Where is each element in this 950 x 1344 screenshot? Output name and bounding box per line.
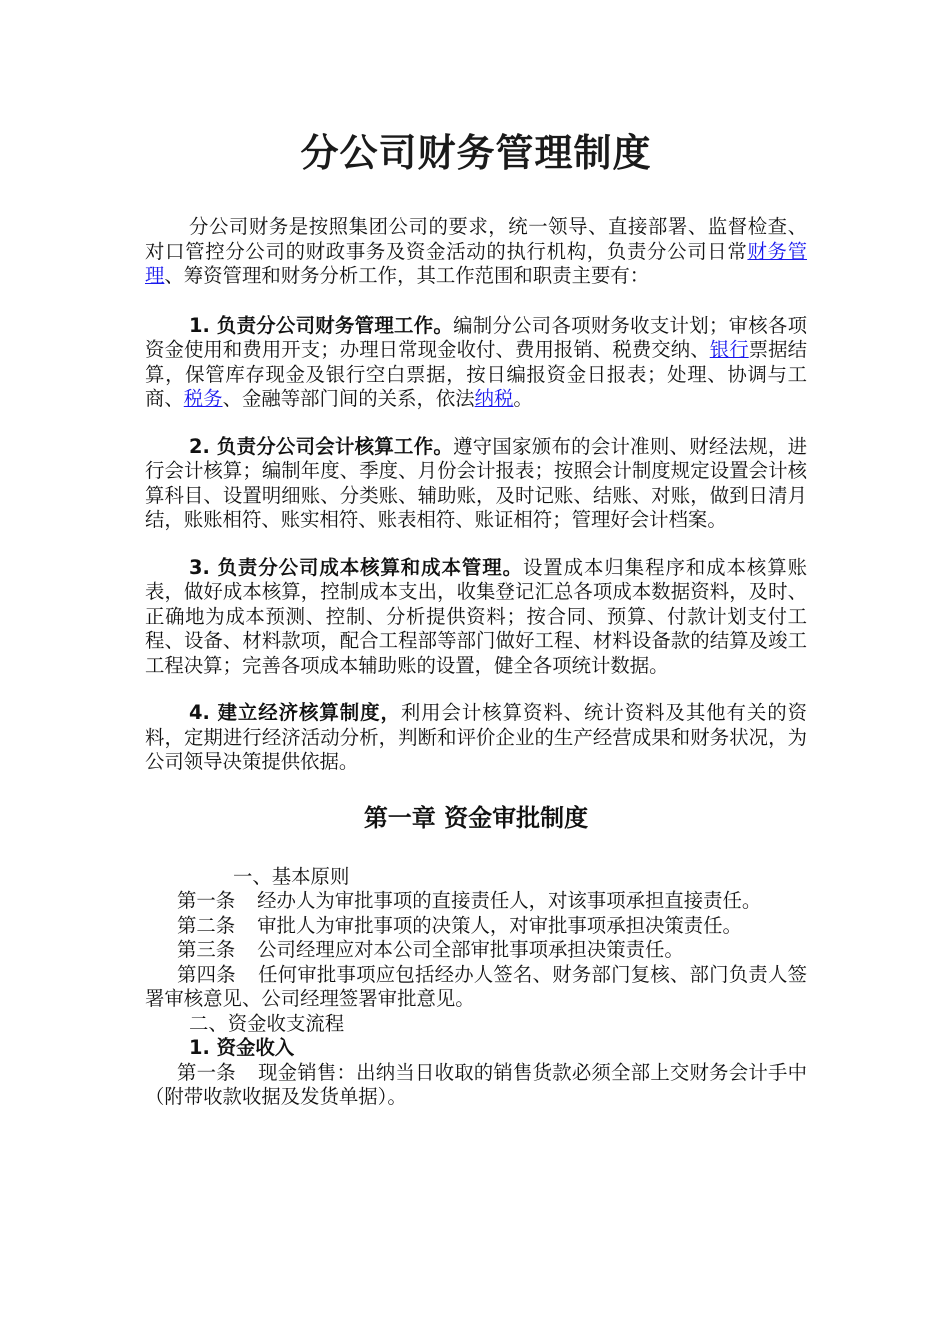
intro-text-end: 、筹资管理和财务分析工作，其工作范围和职责主要有： — [164, 264, 650, 287]
article-text: 现金销售：出纳当日收取的销售货款必须全部上交财务会计手中（附带收款收据及发货单据）。 — [145, 1060, 808, 1108]
duty-text: 利用会计核算资料、统计资料及其他有关的资料，定期进行经济活动分析，判断和评价企业的生产经营成果和财务状况，为公司领导决策提供依据。 — [145, 701, 808, 773]
duty-text: 票据结算，保管库存现金及银行空白票据，按日编报资金日报表；处理、协调与工商、 — [145, 338, 808, 410]
duty-heading: 3. 负责分公司成本核算和成本管理。 — [189, 555, 523, 579]
duty-1 — [145, 314, 807, 412]
article-1 — [145, 889, 807, 914]
article-2 — [145, 914, 807, 939]
link-tax-payment[interactable]: 纳税 — [474, 387, 514, 410]
duty-text: 设置成本归集程序和成本核算账表，做好成本核算，控制成本支出，收集登记汇总各项成本数据资料，及时、正确地为成本预测、控制、分析提供资料；按合同、预算、付款计划支付工程、设备、材料款项，配合工程部等部门做好工程、材料设备款的结算及竣工工程决算；完善各项成本辅助账的设置，健全各项统计数据。 — [145, 555, 808, 677]
duty-text: 遵守国家颁布的会计准则、财经法规，进行会计核算；编制年度、季度、月份会计报表；按照会计制度规定设置会计核算科目、设置明细账、分类账、辅助账，及时记账、结账、对账，做到日清月结，账账相符、账实相符、账表相符、账证相符；管理好会计档案。 — [145, 434, 808, 531]
link-financial-management[interactable]: 财务管理 — [145, 239, 808, 287]
intro-paragraph — [145, 215, 807, 289]
article-cash-sales — [145, 1061, 807, 1110]
duty-3 — [145, 556, 807, 679]
chapter-title: 第一章 资金审批制度 — [363, 803, 589, 832]
article-number: 第四条 — [177, 962, 236, 986]
article-text: 经办人为审批事项的直接责任人，对该事项承担直接责任。 — [257, 889, 762, 912]
link-tax-affairs[interactable]: 税务 — [183, 387, 223, 410]
duty-heading: 2. 负责分公司会计核算工作。 — [189, 434, 454, 458]
document-title: 分公司财务管理制度 — [300, 131, 652, 175]
article-3 — [145, 938, 807, 963]
duty-heading: 1. 负责分公司财务管理工作。 — [189, 313, 454, 337]
article-4 — [145, 963, 807, 1012]
article-number: 第一条 — [177, 889, 236, 912]
article-text: 任何审批事项应包括经办人签名、财务部门复核、部门负责人签署审核意见、公司经理签署审批意见。 — [145, 962, 808, 1010]
document-body — [145, 122, 807, 1110]
duty-2 — [145, 435, 807, 533]
article-text: 公司经理应对本公司全部审批事项承担决策责任。 — [257, 938, 684, 961]
section-heading-basic-principles: 一、基本原则 — [233, 864, 350, 888]
duty-4 — [145, 701, 807, 775]
intro-text: 分公司财务是按照集团公司的要求，统一领导、直接部署、监督检查、对口管控分公司的财政事务及资金活动的执行机构，负责分公司日常 — [145, 215, 807, 263]
subsection-heading-fund-income: 1. 资金收入 — [189, 1036, 295, 1059]
duty-text: 编制分公司各项财务收支计划；审核各项资金使用和费用开支；办理日常现金收付、费用报销、税费交纳、 — [145, 313, 808, 361]
article-number: 第一条 — [177, 1060, 236, 1084]
duty-heading: 4. 建立经济核算制度， — [189, 701, 401, 724]
duty-text: 、金融等部门间的关系，依法 — [222, 387, 475, 410]
article-text: 审批人为审批事项的决策人，对审批事项承担决策责任。 — [257, 913, 742, 937]
section-heading-fund-flow: 二、资金收支流程 — [189, 1011, 345, 1035]
article-number: 第三条 — [177, 938, 236, 961]
article-number: 第二条 — [177, 913, 236, 937]
duty-text: 。 — [513, 387, 533, 410]
link-bank[interactable]: 银行 — [709, 338, 749, 361]
